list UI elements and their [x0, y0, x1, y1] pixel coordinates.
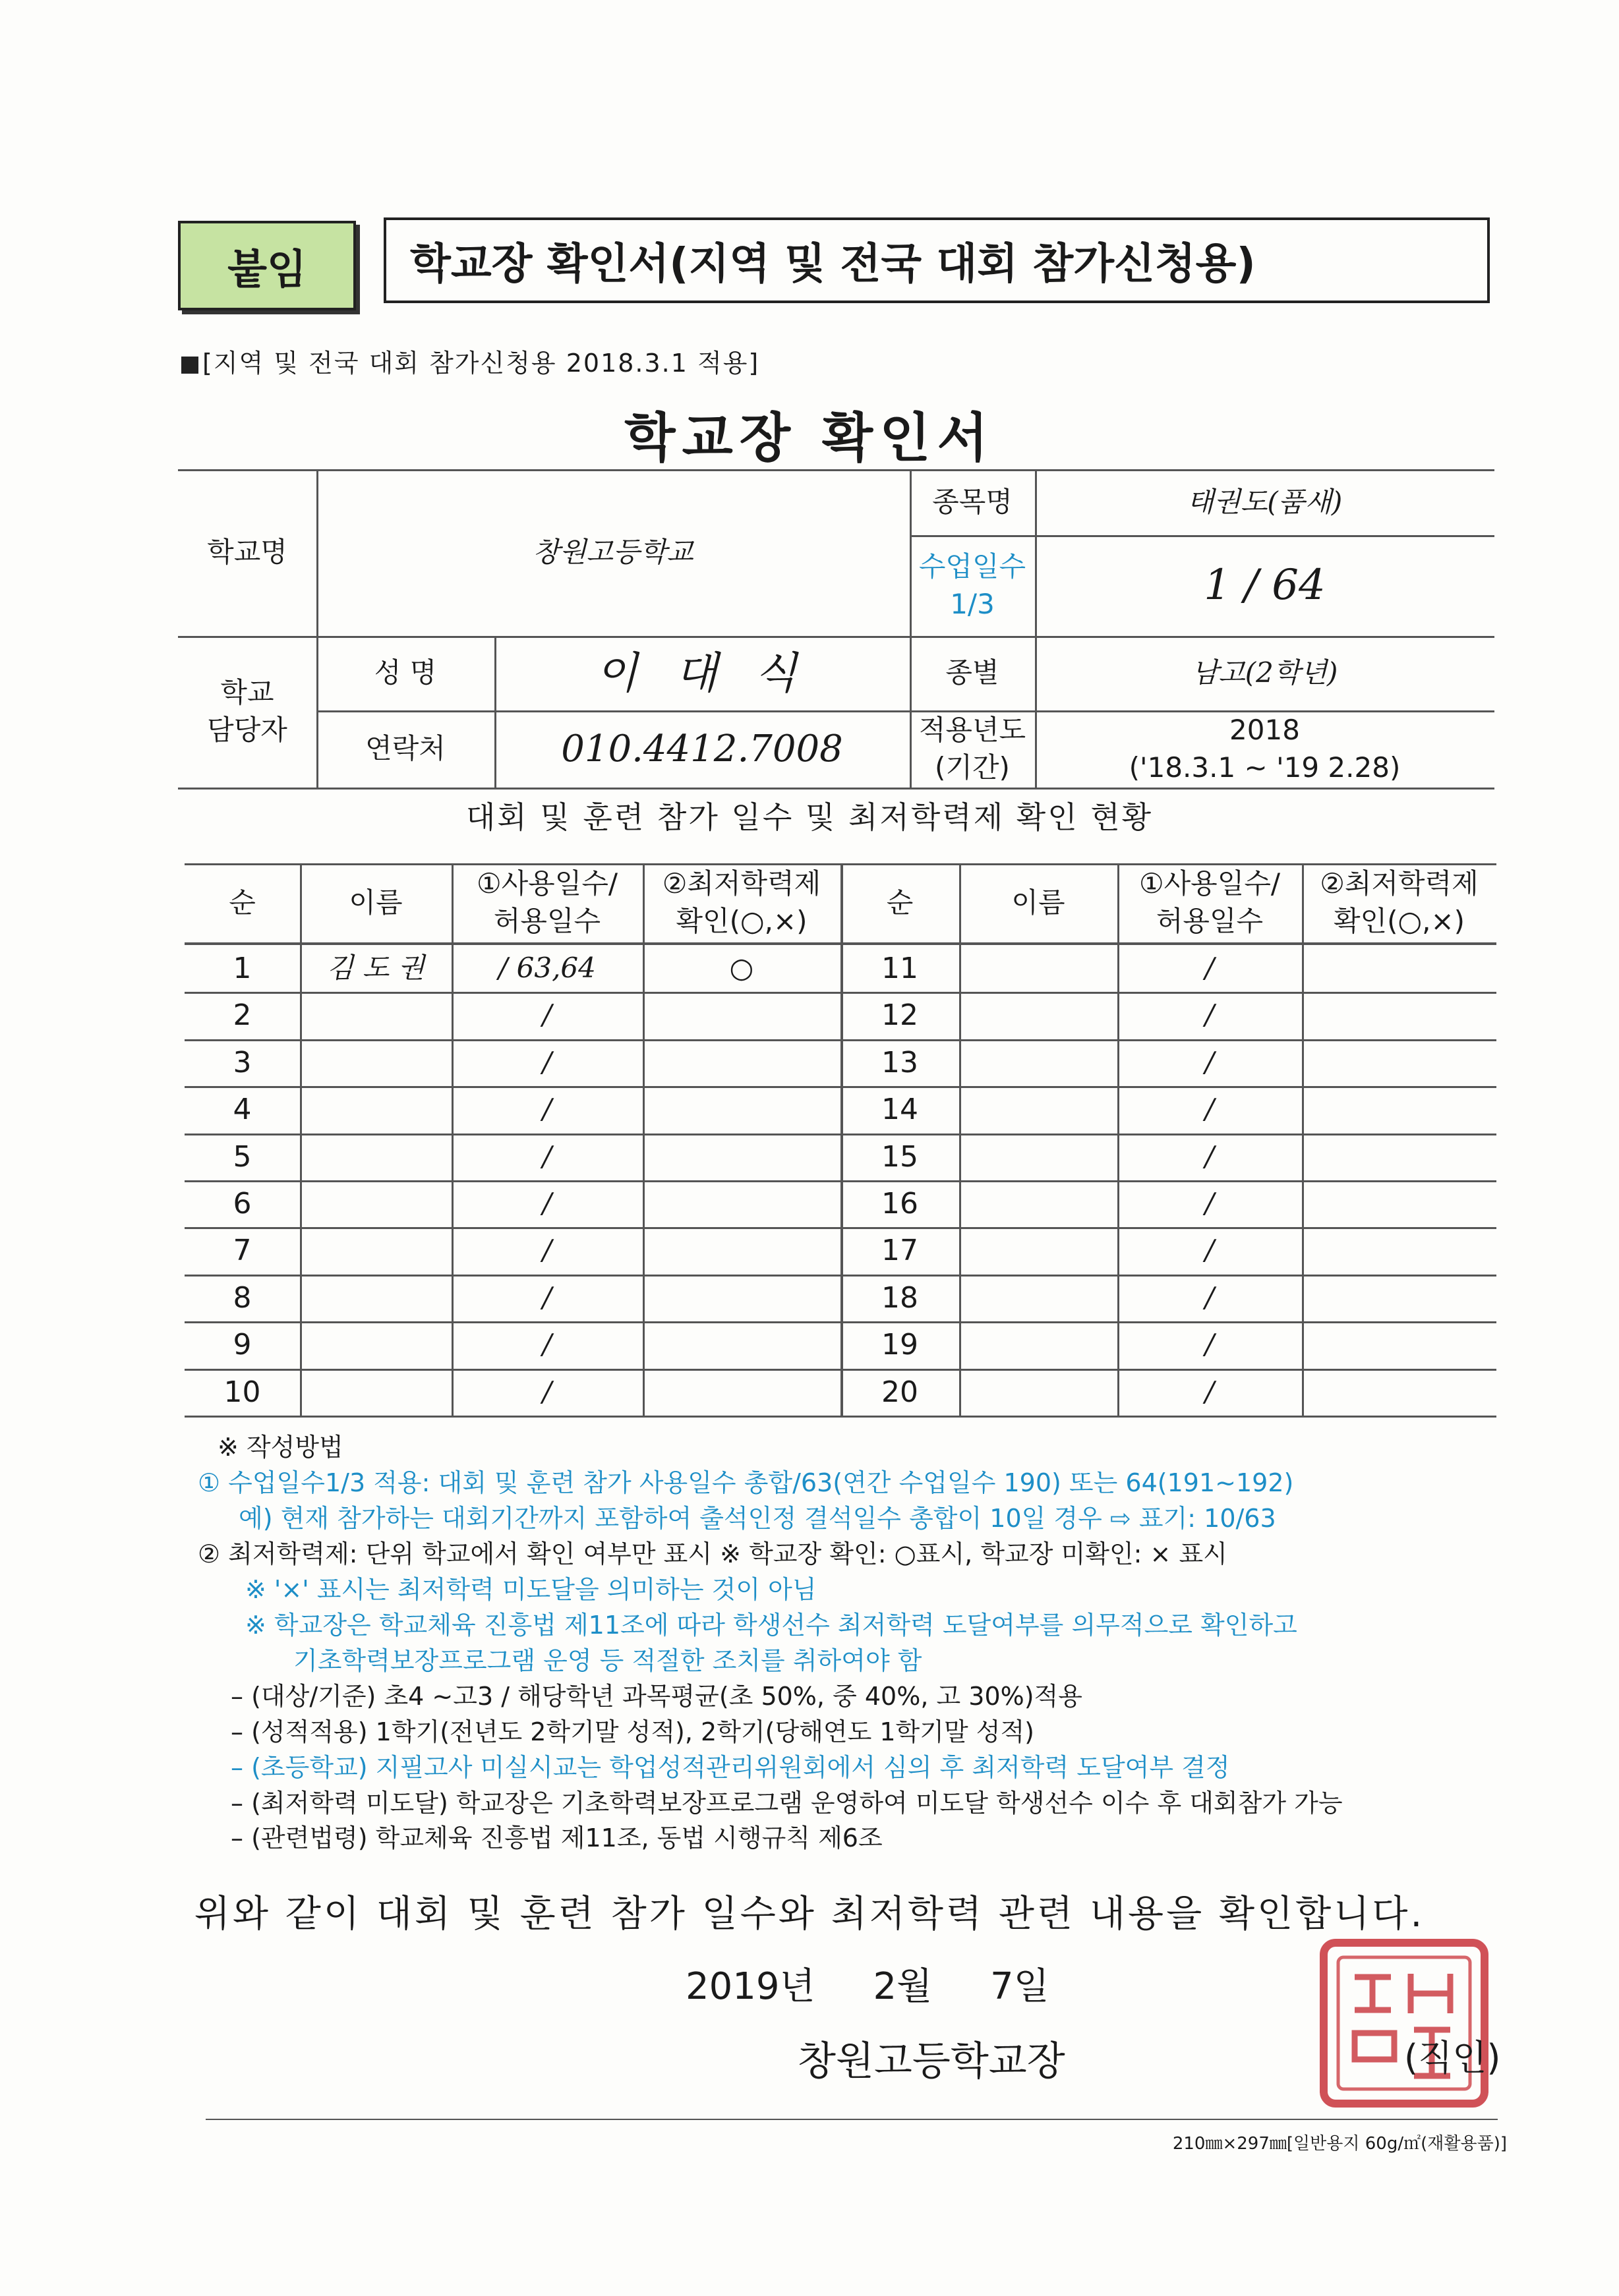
table-cell-no: 14 [881, 1092, 918, 1126]
header-days: ①사용일수/ 허용일수 [476, 867, 618, 937]
note-1b: 예) 현재 참가하는 대회기간까지 포함하여 출석인정 결석일수 총합이 10일 경우 ⇨ 표기: 10/63 [239, 1503, 1276, 1533]
table-cell-no: 16 [881, 1186, 918, 1220]
table-cell-days: / [542, 1187, 552, 1220]
table-cell-check [643, 1180, 840, 1227]
table-cell-no: 9 [233, 1327, 252, 1362]
phone-value: 010.4412.7008 [561, 727, 843, 770]
table-cell-no: 19 [881, 1327, 918, 1362]
table-cell-check [1302, 1275, 1496, 1321]
name-value: 이 대 식 [595, 647, 809, 699]
table-cell-no: 12 [881, 998, 918, 1032]
table-cell-no: 18 [881, 1280, 918, 1315]
table-cell-days: / [1204, 998, 1215, 1031]
table-cell-name [300, 1039, 452, 1086]
table-cell-days: / [1204, 1281, 1215, 1314]
table-cell-days: / [1204, 1234, 1215, 1267]
detail-4: – (최저학력 미도달) 학교장은 기초학력보장프로그램 운영하여 미도달 학생선수 이수 후 대회참가 가능 [231, 1788, 1343, 1818]
detail-1: – (대상/기준) 초4 ~고3 / 해당학년 과목평균(초 50%, 중 40%, 고 30%)적용 [231, 1681, 1082, 1711]
table-cell-no: 7 [233, 1233, 252, 1267]
table-cell-name [959, 1369, 1117, 1416]
table-cell-name [300, 1275, 452, 1321]
table-cell-check [1302, 992, 1496, 1039]
page-title: 학교장 확인서 [624, 407, 995, 469]
school-value: 창원고등학교 [533, 536, 693, 569]
contact-group-label: 학교 담당자 [207, 676, 287, 746]
header-name: 이름 [349, 886, 403, 919]
sub-header-text: [지역 및 전국 대회 참가신청용 2018.3.1 적용] [202, 349, 760, 378]
class-days-label: 수업일수 1/3 [918, 550, 1026, 620]
date-day: 7일 [989, 1965, 1049, 2008]
gender-value: 남고(2학년) [1191, 656, 1338, 689]
table-cell-check [1302, 1227, 1496, 1274]
table-cell-check [643, 1039, 840, 1086]
class-days-value: 1 / 64 [1204, 561, 1326, 610]
table-cell-name [300, 1180, 452, 1227]
table-cell-name [959, 1227, 1117, 1274]
table-cell-name [959, 1180, 1117, 1227]
table-cell-days: / [1204, 1140, 1215, 1173]
table-cell-no: 10 [223, 1375, 261, 1409]
table-cell-check [1302, 1321, 1496, 1368]
table-cell-days: / [1204, 1328, 1215, 1361]
note-2: ② 최저학력제: 단위 학교에서 확인 여부만 표시 ※ 학교장 확인: ○표시, 학교장 미확인: × 표시 [198, 1539, 1227, 1568]
date-month: 2월 [873, 1965, 933, 2008]
detail-2: – (성적적용) 1학기(전년도 2학기말 성적), 2학기(당해연도 1학기말 성적) [231, 1717, 1034, 1746]
year-value: 2018 ('18.3.1 ~ '19 2.28) [1129, 713, 1401, 784]
note-1a: ① 수업일수1/3 적용: 대회 및 훈련 참가 사용일수 총합/63(연간 수업일수 190) 또는 64(191~192) [198, 1468, 1294, 1497]
table-cell-no: 11 [881, 951, 918, 985]
table-cell-name [300, 1369, 452, 1416]
document-header: 학교장 확인서(지역 및 전국 대회 참가신청용) [384, 217, 1490, 303]
table-cell-check [1302, 1134, 1496, 1180]
table-cell-name [959, 1275, 1117, 1321]
section-title: 대회 및 훈련 참가 일수 및 최저학력제 확인 현황 [465, 799, 1154, 835]
table-cell-no: 17 [881, 1233, 918, 1267]
table-cell-name [300, 1134, 452, 1180]
table-cell-days: / [542, 1375, 552, 1408]
table-cell-name [300, 1227, 452, 1274]
table-cell-no: 20 [881, 1375, 918, 1409]
note-3: ※ '×' 표시는 최저학력 미도달을 의미하는 것이 아님 [245, 1574, 817, 1604]
table-cell-check [643, 1227, 840, 1274]
table-cell-name [959, 1134, 1117, 1180]
table-cell-name [300, 992, 452, 1039]
table-cell-name [959, 945, 1117, 992]
table-cell-days: / [542, 1140, 552, 1173]
table-cell-name [300, 1086, 452, 1133]
gender-label: 종별 [945, 656, 999, 689]
table-cell-no: 4 [233, 1092, 252, 1126]
detail-5: – (관련법령) 학교체육 진흥법 제11조, 동법 시행규칙 제6조 [231, 1823, 883, 1853]
table-cell-days: / [1204, 1093, 1215, 1126]
table-cell-days: / [1204, 1187, 1215, 1220]
table-cell-name [959, 1039, 1117, 1086]
table-cell-days: / [1204, 1375, 1215, 1408]
table-cell-no: 15 [881, 1139, 918, 1174]
table-cell-check [643, 992, 840, 1039]
phone-label: 연락처 [365, 732, 446, 765]
header-min: ②최저학력제 확인(○,×) [1320, 867, 1479, 937]
confirm-text: 위와 같이 대회 및 훈련 참가 일수와 최저학력 관련 내용을 확인합니다. [194, 1893, 1425, 1936]
header-min: ②최저학력제 확인(○,×) [662, 867, 821, 937]
square-bullet-icon [181, 357, 198, 374]
table-cell-days: / [542, 1093, 552, 1126]
issue-date [686, 1957, 1096, 2010]
note-4a: ※ 학교장은 학교체육 진흥법 제11조에 따라 학생선수 최저학력 도달여부를 의무적으로 확인하고 [245, 1610, 1297, 1640]
table-cell-name: 김 도 권 [326, 952, 425, 985]
name-label: 성 명 [374, 656, 437, 689]
year-label: 적용년도 (기간) [918, 713, 1026, 784]
school-label: 학교명 [207, 536, 287, 569]
sub-header [181, 343, 759, 379]
table-cell-days: / [1204, 952, 1215, 985]
table-cell-no: 8 [233, 1280, 252, 1315]
header-no: 순 [229, 886, 256, 919]
table-cell-days: / [1204, 1046, 1215, 1079]
table-cell-name [959, 1086, 1117, 1133]
date-year: 2019년 [686, 1965, 815, 2008]
table-cell-check [1302, 1086, 1496, 1133]
table-cell-check [1302, 1039, 1496, 1086]
table-cell-days: / [542, 1281, 552, 1314]
event-value: 태권도(품새) [1187, 485, 1343, 518]
table-cell-days: / [542, 1046, 552, 1079]
writing-notes [198, 1430, 1529, 1856]
table-cell-no: 6 [233, 1186, 252, 1220]
table-cell-check [643, 1369, 840, 1416]
table-cell-check [1302, 1180, 1496, 1227]
event-label: 종목명 [932, 485, 1013, 518]
table-cell-no: 5 [233, 1139, 252, 1174]
notes-heading: ※ 작성방법 [218, 1433, 343, 1462]
table-cell-check [643, 1321, 840, 1368]
table-cell-no: 1 [233, 951, 252, 985]
row-divider [185, 1416, 1496, 1418]
school-seal-icon [1318, 1937, 1490, 2109]
paper-spec-footer: 210㎜×297㎜[일반용지 60g/㎡(재활용품)] [1172, 2134, 1507, 2154]
table-cell-no: 2 [233, 998, 252, 1032]
header-no: 순 [886, 886, 914, 919]
principal-name: 창원고등학교장 [798, 2038, 1065, 2084]
table-cell-days: / 63,64 [498, 952, 596, 985]
table-cell-no: 13 [881, 1045, 918, 1079]
seal-label: (직인) [1404, 2037, 1501, 2079]
table-cell-days: / [542, 998, 552, 1031]
table-cell-name [300, 1321, 452, 1368]
table-cell-name [959, 992, 1117, 1039]
table-cell-check [643, 1275, 840, 1321]
header-days: ①사용일수/ 허용일수 [1138, 867, 1281, 937]
note-4b: 기초학력보장프로그램 운영 등 적절한 조치를 취하여야 함 [293, 1646, 922, 1675]
table-cell-no: 3 [233, 1045, 252, 1079]
detail-3: – (초등학교) 지필고사 미실시교는 학업성적관리위원회에서 심의 후 최저학력 도달여부 결정 [231, 1752, 1230, 1782]
header-name: 이름 [1011, 886, 1065, 919]
table-cell-check [1302, 945, 1496, 992]
table-cell-days: / [542, 1234, 552, 1267]
table-cell-name [959, 1321, 1117, 1368]
attachment-tag: 붙임 [178, 221, 356, 310]
table-cell-check [1302, 1369, 1496, 1416]
table-cell-check: ○ [729, 952, 754, 985]
table-cell-days: / [542, 1328, 552, 1361]
table-cell-check [643, 1086, 840, 1133]
table-cell-check [643, 1134, 840, 1180]
